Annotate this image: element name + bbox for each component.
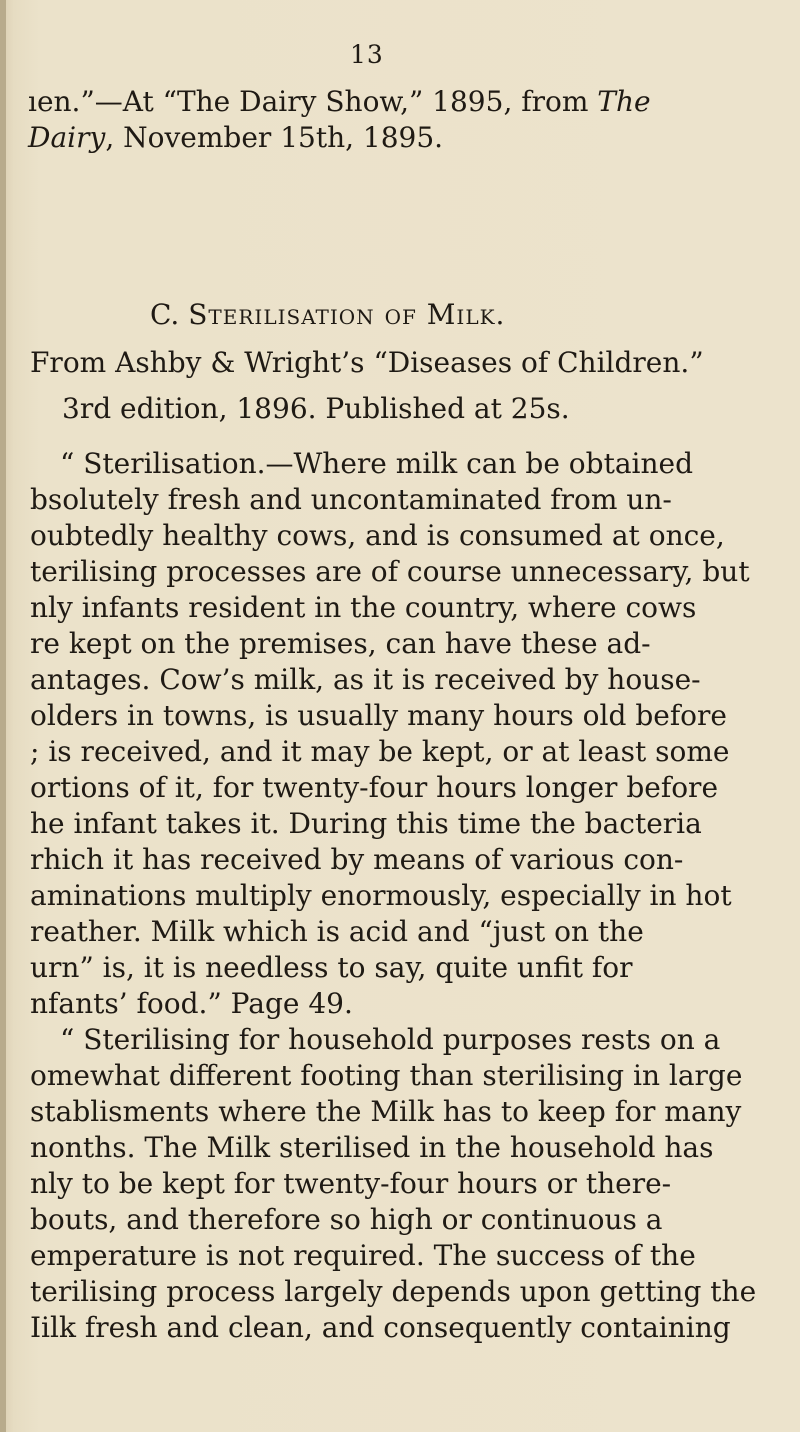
section-title: Sterilisation of Milk.: [188, 298, 506, 331]
body-line: emperature is not required. The success of the: [30, 1239, 696, 1272]
citation-line-1: [28, 84, 792, 120]
body-line: urn” is, it is needless to say, quite unfit for: [30, 951, 633, 984]
body-line: reather. Milk which is acid and “just on the: [30, 915, 644, 948]
page-number: 13: [350, 40, 384, 69]
citation-text-1: ıen.”—At “The Dairy Show,” 1895, from: [28, 85, 598, 118]
citation-line-2: [28, 120, 792, 156]
body-line: olders in towns, is usually many hours old before: [30, 699, 727, 732]
source-line-1: From Ashby & Wright’s “Diseases of Children.”: [30, 346, 704, 379]
page-gutter: [0, 0, 6, 1432]
body-line: bouts, and therefore so high or continuous a: [30, 1203, 663, 1236]
body-line: nonths. The Milk sterilised in the household has: [30, 1131, 714, 1164]
body-line: he infant takes it. During this time the bacteria: [30, 807, 702, 840]
citation-italic-2: Dairy: [28, 121, 106, 154]
body-line: antages. Cow’s milk, as it is received by house-: [30, 663, 701, 696]
body-line: Iilk fresh and clean, and consequently containing: [30, 1311, 731, 1344]
section-label: C.: [150, 298, 180, 331]
body-line: omewhat different footing than sterilising in large: [30, 1059, 743, 1092]
body-line: “ Sterilisation.—Where milk can be obtained: [60, 447, 694, 480]
body-line: nfants’ food.” Page 49.: [30, 987, 353, 1020]
section-heading: [150, 298, 505, 331]
body-line: nly infants resident in the country, where cows: [30, 591, 697, 624]
body-line: terilising process largely depends upon getting the: [30, 1275, 757, 1308]
opening-citation: [28, 84, 792, 156]
body-line: “ Sterilising for household purposes rests on a: [60, 1023, 721, 1056]
citation-text-2: , November 15th, 1895.: [105, 121, 444, 154]
body-line: terilising processes are of course unnecessary, but: [30, 555, 750, 588]
body-line: rhich it has received by means of various con-: [30, 843, 684, 876]
body-line: aminations multiply enormously, especially in hot: [30, 879, 732, 912]
body-line: oubtedly healthy cows, and is consumed at once,: [30, 519, 725, 552]
body-line: stablisments where the Milk has to keep for many: [30, 1095, 742, 1128]
body-line: bsolutely fresh and uncontaminated from un-: [30, 483, 672, 516]
body-line: re kept on the premises, can have these ad-: [30, 627, 651, 660]
body-line: nly to be kept for twenty-four hours or there-: [30, 1167, 672, 1200]
source-line-2: 3rd edition, 1896. Published at 25s.: [62, 392, 570, 425]
body-text: [30, 446, 790, 1346]
body-line: ortions of it, for twenty-four hours longer before: [30, 771, 719, 804]
citation-italic-1: The: [597, 85, 651, 118]
body-line: ; is received, and it may be kept, or at least some: [30, 735, 730, 768]
